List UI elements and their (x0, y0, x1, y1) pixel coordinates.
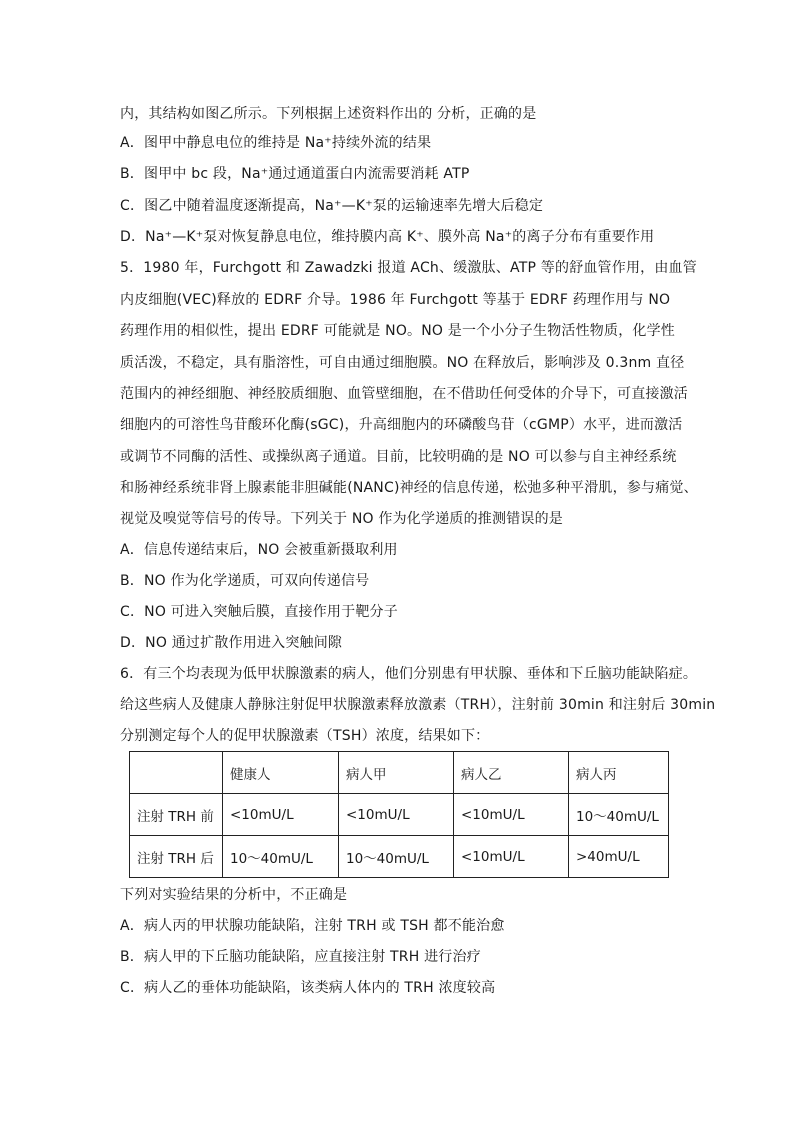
table-cell: <10mU/L (339, 794, 454, 836)
table-header-cell: 病人甲 (339, 752, 454, 794)
q6-analysis-prompt: 下列对实验结果的分析中，不正确是 (120, 887, 348, 903)
table-cell: <10mU/L (223, 794, 339, 836)
table-header-cell (130, 752, 223, 794)
table-cell: 10～40mU/L (569, 794, 669, 836)
table-cell: 10～40mU/L (223, 836, 339, 878)
table-row (130, 836, 669, 878)
q6-option-b: B．病人甲的下丘脑功能缺陷，应直接注射 TRH 进行治疗 (120, 949, 481, 965)
table-row-label: 注射 TRH 后 (130, 836, 223, 878)
q5-stem-line-7: 或调节不同酶的活性、或操纵离子通道。目前，比较明确的是 NO 可以参与自主神经系统 (120, 449, 677, 465)
q5-stem-line-8: 和肠神经系统非肾上腺素能非胆碱能(NANC)神经的信息传递，松弛多种平滑肌，参与痛觉、 (120, 480, 698, 496)
q5-stem-line-3: 药理作用的相似性，提出 EDRF 可能就是 NO。NO 是一个小分子生物活性物质，化学性 (120, 323, 675, 339)
q4-stem-continuation: 内，其结构如图乙所示。下列根据上述资料作出的 分析，正确的是 (120, 106, 537, 122)
table-header-cell: 病人乙 (454, 752, 569, 794)
q5-option-c: C．NO 可进入突触后膜，直接作用于靶分子 (120, 604, 398, 620)
q5-stem-line-2: 内皮细胞(VEC)释放的 EDRF 介导。1986 年 Furchgott 等基于 EDRF 药理作用与 NO (120, 292, 671, 308)
table-cell: <10mU/L (454, 836, 569, 878)
q5-stem-line-5: 范围内的神经细胞、神经胶质细胞、血管壁细胞，在不借助任何受体的介导下，可直接激活 (120, 386, 688, 402)
table-cell: 10～40mU/L (339, 836, 454, 878)
q4-option-d: D．Na⁺—K⁺泵对恢复静息电位，维持膜内高 K⁺、膜外高 Na⁺的离子分布有重要作用 (120, 229, 655, 245)
q5-stem-line-1: 5．1980 年，Furchgott 和 Zawadzki 报道 ACh、缓激肽、ATP 等的舒血管作用，由血管 (120, 260, 697, 276)
q6-option-c: C．病人乙的垂体功能缺陷，该类病人体内的 TRH 浓度较高 (120, 980, 496, 996)
q4-option-a: A．图甲中静息电位的维持是 Na⁺持续外流的结果 (120, 135, 432, 151)
table-header-cell: 病人丙 (569, 752, 669, 794)
q5-stem-line-9: 视觉及嗅觉等信号的传导。下列关于 NO 作为化学递质的推测错误的是 (120, 511, 563, 527)
table-cell: <10mU/L (454, 794, 569, 836)
q6-option-a: A．病人丙的甲状腺功能缺陷，注射 TRH 或 TSH 都不能治愈 (120, 918, 505, 934)
table-header-cell: 健康人 (223, 752, 339, 794)
q6-stem-line-3: 分别测定每个人的促甲状腺激素（TSH）浓度，结果如下： (120, 728, 490, 744)
q6-stem-line-1: 6．有三个均表现为低甲状腺激素的病人，他们分别患有甲状腺、垂体和下丘脑功能缺陷症。 (120, 666, 698, 682)
q4-option-b: B．图甲中 bc 段，Na⁺通过通道蛋白内流需要消耗 ATP (120, 166, 470, 182)
tsh-results-table (129, 751, 669, 878)
q5-option-b: B．NO 作为化学递质，可双向传递信号 (120, 573, 370, 589)
q4-option-c: C．图乙中随着温度逐渐提高，Na⁺—K⁺泵的运输速率先增大后稳定 (120, 198, 544, 214)
q6-stem-line-2: 给这些病人及健康人静脉注射促甲状腺激素释放激素（TRH），注射前 30min 和注射后 30min (120, 697, 716, 713)
q5-stem-line-6: 细胞内的可溶性鸟苷酸环化酶(sGC)，升高细胞内的环磷酸鸟苷（cGMP）水平，进而激活 (120, 417, 683, 433)
q5-stem-line-4: 质活泼，不稳定，具有脂溶性，可自由通过细胞膜。NO 在释放后，影响涉及 0.3nm 直径 (120, 355, 685, 371)
table-row-label: 注射 TRH 前 (130, 794, 223, 836)
table-header-row (130, 752, 669, 794)
table-cell: >40mU/L (569, 836, 669, 878)
q5-option-a: A．信息传递结束后，NO 会被重新摄取利用 (120, 542, 398, 558)
q5-option-d: D．NO 通过扩散作用进入突触间隙 (120, 635, 343, 651)
table-row (130, 794, 669, 836)
